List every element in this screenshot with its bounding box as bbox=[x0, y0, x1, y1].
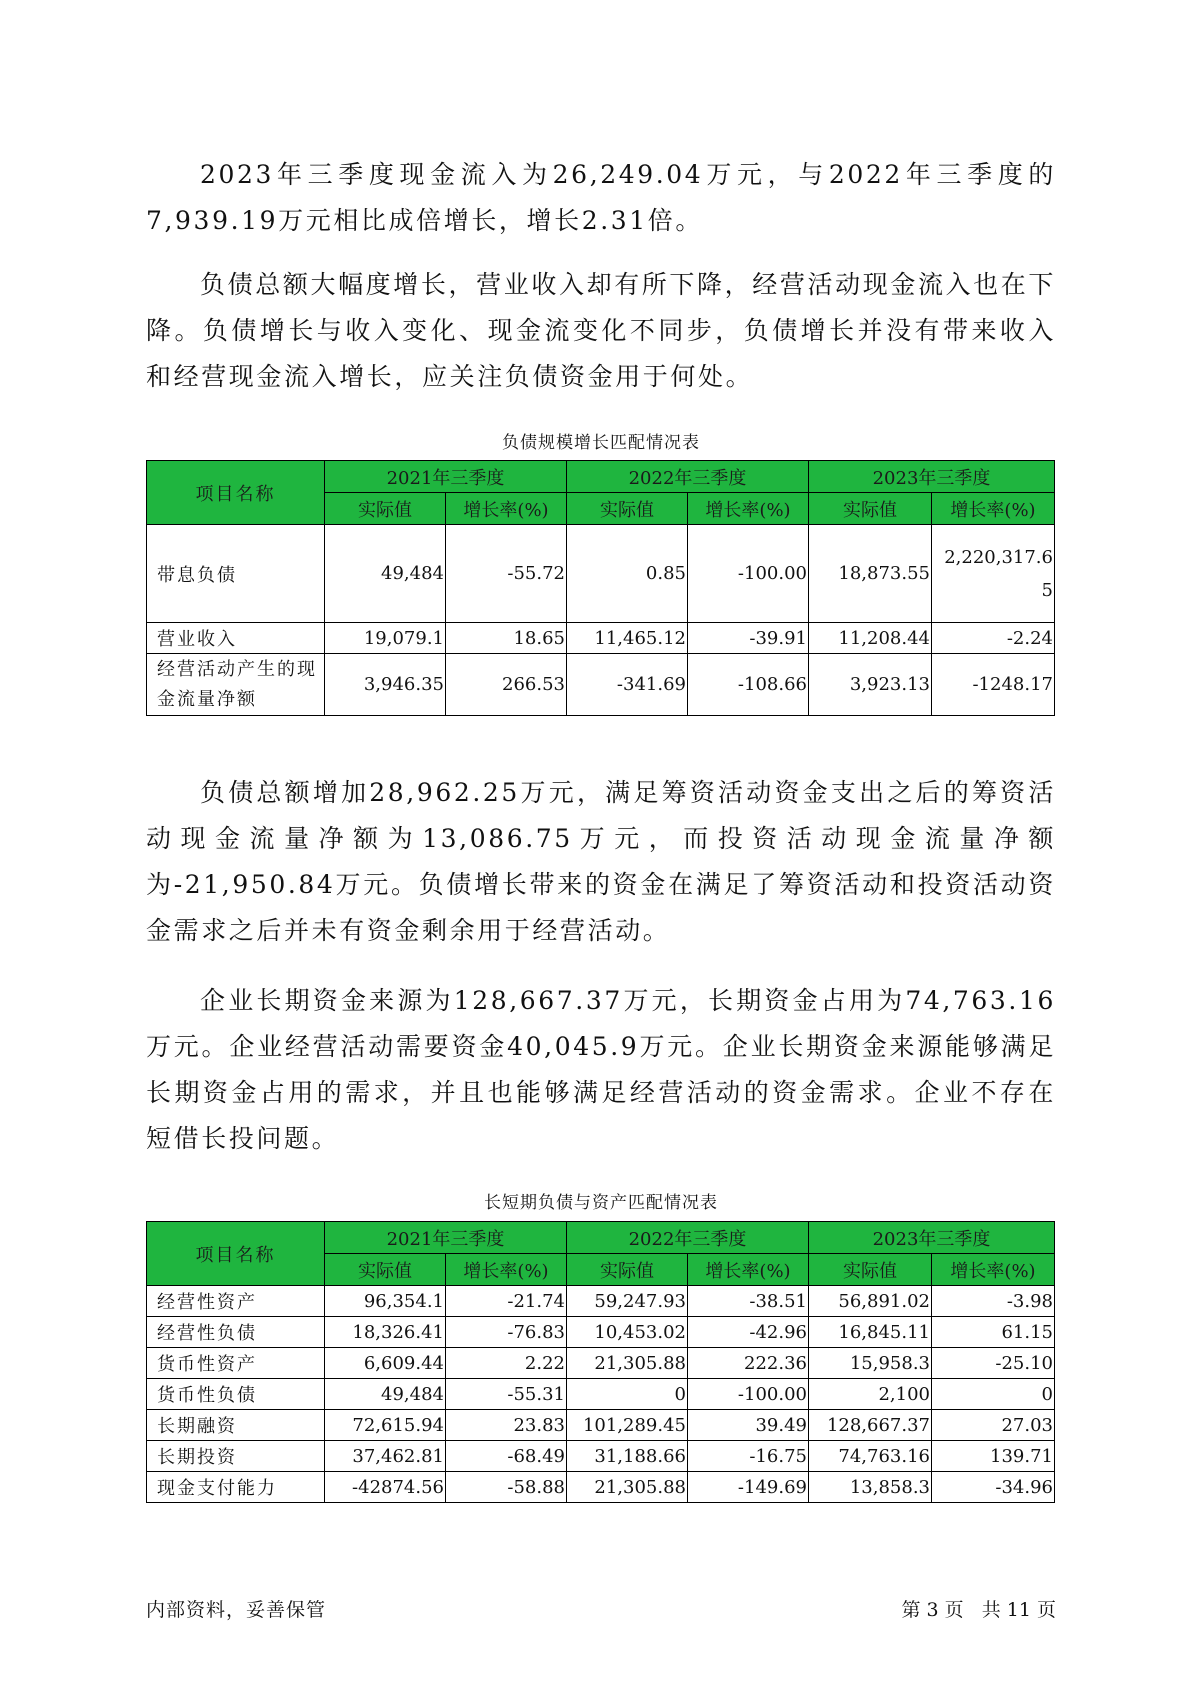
cell: 0 bbox=[567, 1379, 688, 1410]
cell: -3.98 bbox=[932, 1286, 1055, 1317]
cell: 23.83 bbox=[446, 1410, 567, 1441]
cell: -149.69 bbox=[688, 1472, 809, 1503]
table1-period-2023: 2023年三季度 bbox=[809, 461, 1055, 493]
cell: 72,615.94 bbox=[325, 1410, 446, 1441]
cell: 37,462.81 bbox=[325, 1441, 446, 1472]
cell: 13,858.3 bbox=[809, 1472, 932, 1503]
table1-sub-rate: 增长率(%) bbox=[932, 493, 1055, 525]
table-row bbox=[147, 1379, 1055, 1410]
row-name: 带息负债 bbox=[147, 525, 325, 623]
paragraph-1: 2023年三季度现金流入为26,249.04万元，与2022年三季度的7,939.19万元相比成倍增长，增长2.31倍。 bbox=[146, 160, 1056, 235]
table-row bbox=[147, 525, 1055, 623]
cell: -100.00 bbox=[688, 525, 809, 623]
cell: 2.22 bbox=[446, 1348, 567, 1379]
table2-sub-rate: 增长率(%) bbox=[446, 1254, 567, 1286]
cell: 6,609.44 bbox=[325, 1348, 446, 1379]
table1-sub-rate: 增长率(%) bbox=[446, 493, 567, 525]
cell: 266.53 bbox=[446, 654, 567, 716]
cell: 59,247.93 bbox=[567, 1286, 688, 1317]
cell: 96,354.1 bbox=[325, 1286, 446, 1317]
cell: 3,923.13 bbox=[809, 654, 932, 716]
row-name: 长期融资 bbox=[147, 1410, 325, 1441]
table2-sub-actual: 实际值 bbox=[567, 1254, 688, 1286]
cell: 2,100 bbox=[809, 1379, 932, 1410]
cell: 15,958.3 bbox=[809, 1348, 932, 1379]
cell: 16,845.11 bbox=[809, 1317, 932, 1348]
cell: 27.03 bbox=[932, 1410, 1055, 1441]
cell: 0.85 bbox=[567, 525, 688, 623]
cell: -21.74 bbox=[446, 1286, 567, 1317]
table2-sub-actual: 实际值 bbox=[325, 1254, 446, 1286]
paragraph-3: 负债总额增加28,962.25万元，满足筹资活动资金支出之后的筹资活动现金流量净额为13,086.75万元，而投资活动现金流量净额为-21,950.84万元。负债增长带来的资金在满足了筹资活动和投资活动资金需求之后并未有资金剩余用于经营活动。 bbox=[146, 778, 1056, 945]
cell: 128,667.37 bbox=[809, 1410, 932, 1441]
cell: -34.96 bbox=[932, 1472, 1055, 1503]
cell: -58.88 bbox=[446, 1472, 567, 1503]
cell: -341.69 bbox=[567, 654, 688, 716]
cell: 49,484 bbox=[325, 525, 446, 623]
table2-sub-rate: 增长率(%) bbox=[932, 1254, 1055, 1286]
cell: 21,305.88 bbox=[567, 1348, 688, 1379]
cell: -2.24 bbox=[932, 623, 1055, 654]
cell: -39.91 bbox=[688, 623, 809, 654]
table-liability-asset-match bbox=[146, 1221, 1055, 1503]
cell: -55.72 bbox=[446, 525, 567, 623]
cell: 3,946.35 bbox=[325, 654, 446, 716]
table-row bbox=[147, 654, 1055, 716]
row-name: 营业收入 bbox=[147, 623, 325, 654]
row-name: 经营活动产生的现金流量净额 bbox=[147, 654, 325, 716]
footer-confidential-note: 内部资料，妥善保管 bbox=[146, 1599, 327, 1621]
table1-sub-actual: 实际值 bbox=[325, 493, 446, 525]
cell: 18.65 bbox=[446, 623, 567, 654]
cell: 61.15 bbox=[932, 1317, 1055, 1348]
table-row bbox=[147, 1441, 1055, 1472]
cell: 21,305.88 bbox=[567, 1472, 688, 1503]
table-row bbox=[147, 1348, 1055, 1379]
table-row bbox=[147, 623, 1055, 654]
cell: -76.83 bbox=[446, 1317, 567, 1348]
row-name: 经营性资产 bbox=[147, 1286, 325, 1317]
table2-sub-actual: 实际值 bbox=[809, 1254, 932, 1286]
paragraph-4: 企业长期资金来源为128,667.37万元，长期资金占用为74,763.16万元。企业经营活动需要资金40,045.9万元。企业长期资金来源能够满足长期资金占用的需求，并且也能够满足经营活动的资金需求。企业不存在短借长投问题。 bbox=[146, 986, 1056, 1153]
cell: 19,079.1 bbox=[325, 623, 446, 654]
table2-period-2022: 2022年三季度 bbox=[567, 1222, 809, 1254]
table-row bbox=[147, 1286, 1055, 1317]
cell: 139.71 bbox=[932, 1441, 1055, 1472]
cell: -1248.17 bbox=[932, 654, 1055, 716]
cell: 18,326.41 bbox=[325, 1317, 446, 1348]
row-name: 现金支付能力 bbox=[147, 1472, 325, 1503]
cell: 101,289.45 bbox=[567, 1410, 688, 1441]
cell: 222.36 bbox=[688, 1348, 809, 1379]
cell: -25.10 bbox=[932, 1348, 1055, 1379]
table1-caption: 负债规模增长匹配情况表 bbox=[502, 433, 700, 453]
table2-caption: 长短期负债与资产匹配情况表 bbox=[484, 1193, 718, 1213]
table1-sub-actual: 实际值 bbox=[809, 493, 932, 525]
cell: 11,208.44 bbox=[809, 623, 932, 654]
cell: -108.66 bbox=[688, 654, 809, 716]
cell: 0 bbox=[932, 1379, 1055, 1410]
cell: -16.75 bbox=[688, 1441, 809, 1472]
cell: -42.96 bbox=[688, 1317, 809, 1348]
cell: -100.00 bbox=[688, 1379, 809, 1410]
cell: 74,763.16 bbox=[809, 1441, 932, 1472]
cell: 2,220,317.65 bbox=[932, 525, 1055, 623]
table-row bbox=[147, 1410, 1055, 1441]
table1-name-header: 项目名称 bbox=[147, 461, 325, 525]
table1-period-2022: 2022年三季度 bbox=[567, 461, 809, 493]
table1-sub-rate: 增长率(%) bbox=[688, 493, 809, 525]
row-name: 长期投资 bbox=[147, 1441, 325, 1472]
footer-page-number: 第 3 页 共 11 页 bbox=[901, 1599, 1056, 1621]
cell: -38.51 bbox=[688, 1286, 809, 1317]
table-row bbox=[147, 1317, 1055, 1348]
row-name: 货币性负债 bbox=[147, 1379, 325, 1410]
cell: 39.49 bbox=[688, 1410, 809, 1441]
cell: -68.49 bbox=[446, 1441, 567, 1472]
paragraph-2: 负债总额大幅度增长，营业收入却有所下降，经营活动现金流入也在下降。负债增长与收入变化、现金流变化不同步，负债增长并没有带来收入和经营现金流入增长，应关注负债资金用于何处。 bbox=[146, 270, 1056, 391]
table-debt-growth bbox=[146, 460, 1055, 716]
table2-period-2023: 2023年三季度 bbox=[809, 1222, 1055, 1254]
cell: 10,453.02 bbox=[567, 1317, 688, 1348]
table1-sub-actual: 实际值 bbox=[567, 493, 688, 525]
table2-name-header: 项目名称 bbox=[147, 1222, 325, 1286]
cell: 49,484 bbox=[325, 1379, 446, 1410]
table2-sub-rate: 增长率(%) bbox=[688, 1254, 809, 1286]
table1-period-2021: 2021年三季度 bbox=[325, 461, 567, 493]
cell: 18,873.55 bbox=[809, 525, 932, 623]
cell: -42874.56 bbox=[325, 1472, 446, 1503]
cell: 11,465.12 bbox=[567, 623, 688, 654]
table2-period-2021: 2021年三季度 bbox=[325, 1222, 567, 1254]
cell: 31,188.66 bbox=[567, 1441, 688, 1472]
table-row bbox=[147, 1472, 1055, 1503]
row-name: 货币性资产 bbox=[147, 1348, 325, 1379]
row-name: 经营性负债 bbox=[147, 1317, 325, 1348]
cell: -55.31 bbox=[446, 1379, 567, 1410]
cell: 56,891.02 bbox=[809, 1286, 932, 1317]
